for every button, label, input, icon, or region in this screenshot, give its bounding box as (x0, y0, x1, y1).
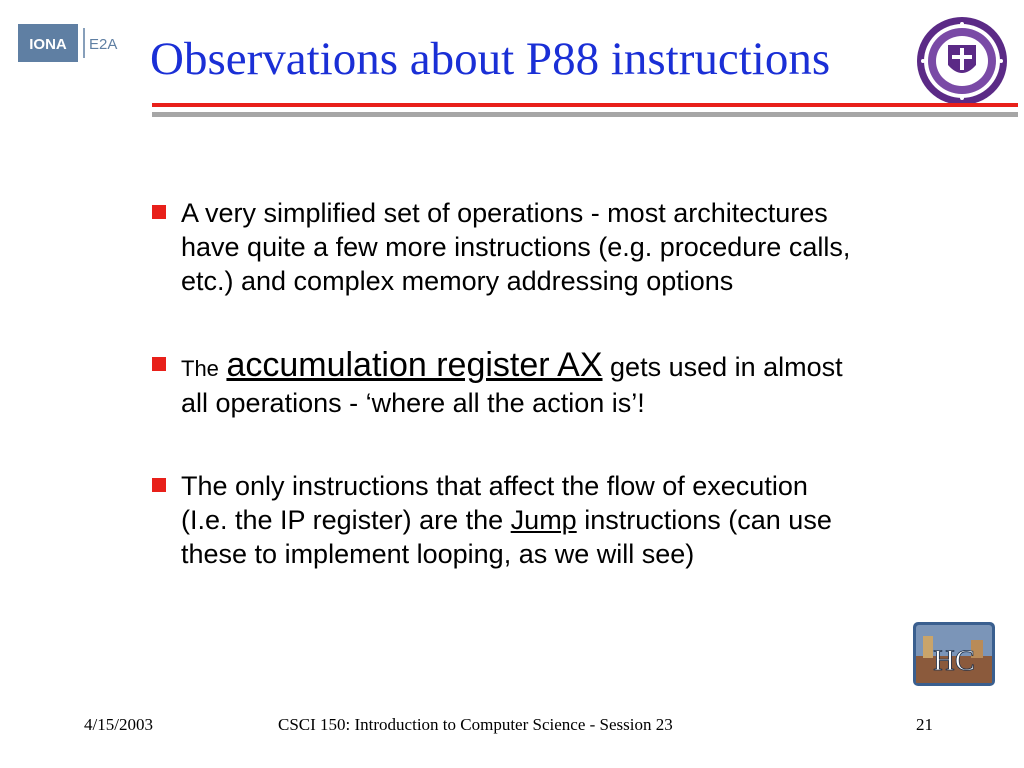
e2a-logo-text: E2A (89, 36, 118, 53)
bullet-3-highlight: Jump (510, 505, 577, 535)
bullet-2-highlight: accumulation register AX (226, 346, 603, 384)
bullet-3-suffix: instructions (can use these to implement looping, as we will see) (181, 505, 832, 569)
bullet-item-1 (152, 196, 852, 298)
bullet-3-prefix: The only instructions that affect the flow of execution (I.e. the IP register) are the (181, 471, 808, 535)
bullet-2-prefix: The (181, 356, 219, 381)
slide-title: Observations about P88 instructions (150, 33, 831, 85)
bullet-1-text: A very simplified set of operations - most architectures have quite a few more instructions (e.g. procedure calls, etc.) and complex memory addressing options (181, 198, 851, 296)
bullet-square-icon (152, 357, 166, 371)
title-rule-gray (152, 112, 1018, 117)
hc-logo (913, 622, 995, 686)
bullet-square-icon (152, 205, 166, 219)
bullet-item-3 (152, 469, 852, 571)
bullet-2-suffix: gets used in almost all operations - ‘where all the action is’! (181, 352, 843, 418)
footer-date: 4/15/2003 (84, 715, 153, 734)
slide-number: 21 (916, 715, 933, 734)
university-seal-icon (914, 15, 1010, 107)
title-rule-red (152, 103, 1018, 107)
footer-course: CSCI 150: Introduction to Computer Science - Session 23 (278, 715, 673, 734)
bullet-list (152, 196, 852, 571)
bullet-item-2 (152, 348, 852, 420)
bullet-square-icon (152, 478, 166, 492)
hc-logo-text: HC (933, 644, 975, 677)
iona-e2a-logo (18, 20, 128, 64)
iona-logo-text: IONA (29, 36, 67, 53)
